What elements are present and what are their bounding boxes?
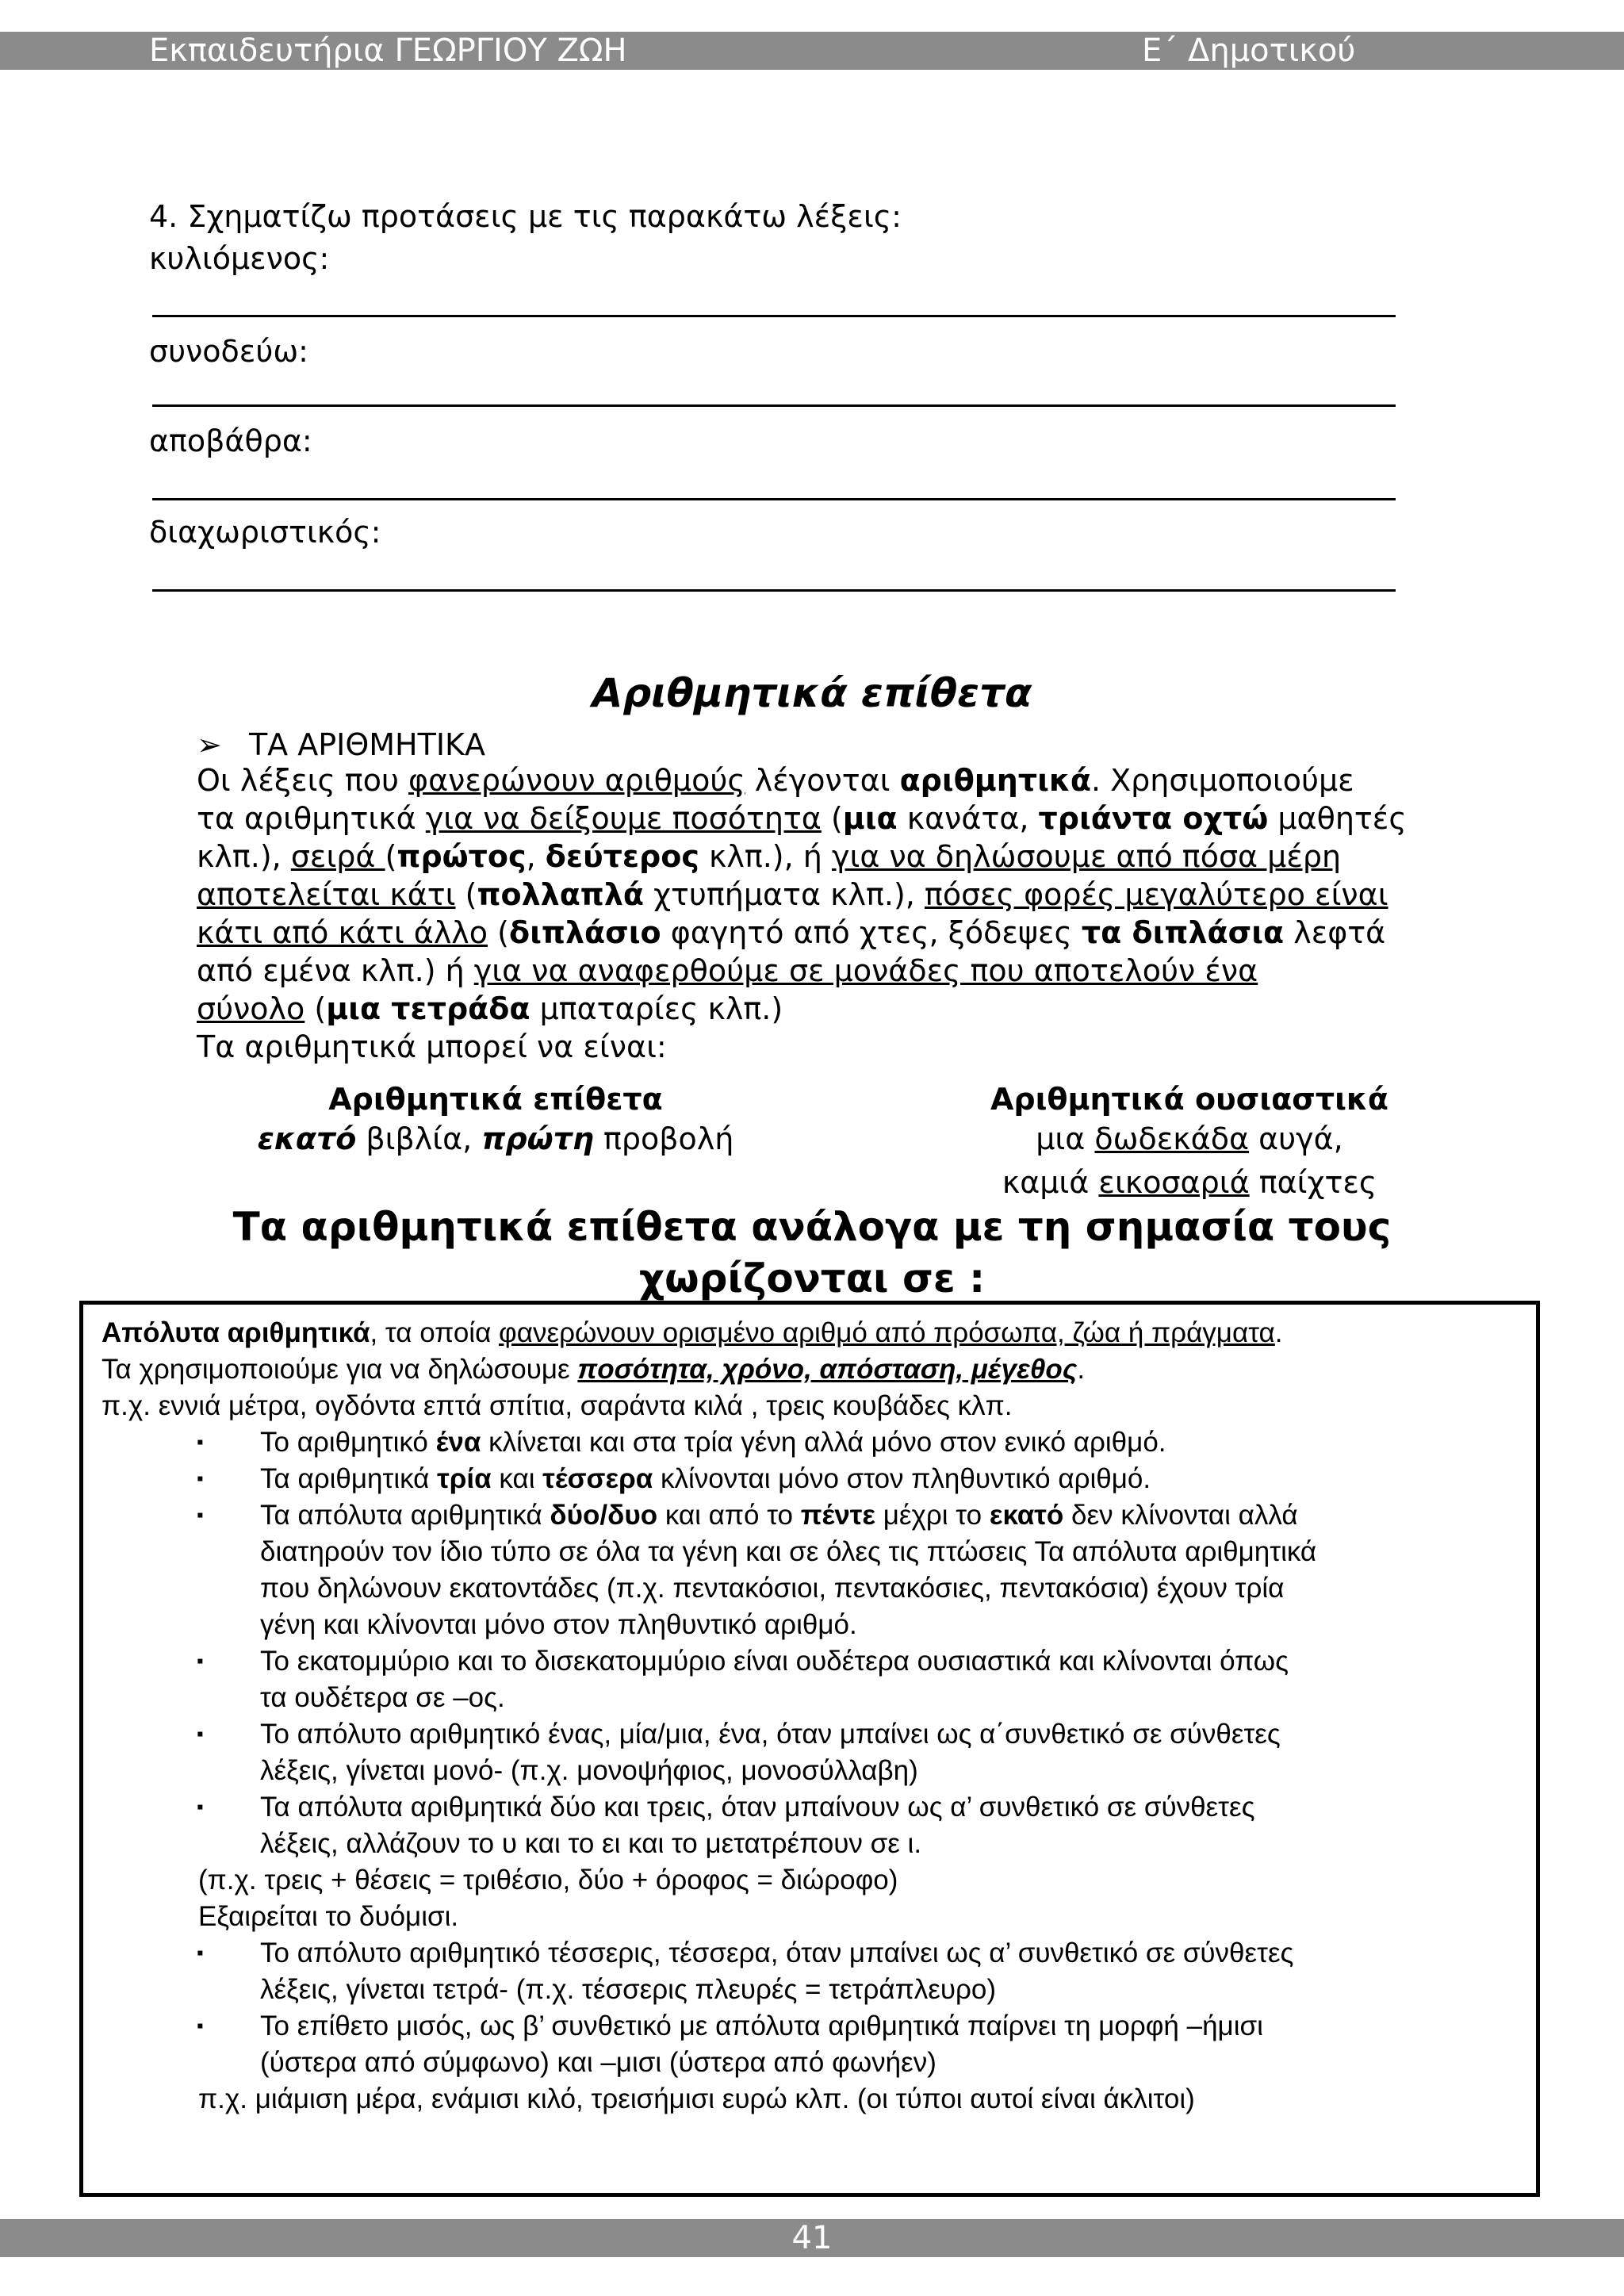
- text-run: κλπ.),: [197, 839, 291, 874]
- text-run: .: [1274, 1317, 1283, 1348]
- answer-line-4: [152, 589, 1396, 592]
- text-run: μια: [842, 801, 898, 836]
- bullet-text: [260, 1461, 1529, 1497]
- bullet-item: [102, 1643, 1529, 1716]
- text-line: [260, 1607, 1529, 1643]
- text-run: Το απόλυτο αριθμητικό τέσσερις, τέσσερα, όταν μπαίνει ως α’ συνθετικό σε σύνθετες: [260, 1938, 1294, 1968]
- square-bullet-icon: ▪: [197, 1432, 204, 1453]
- text-run: πέντε: [800, 1500, 876, 1531]
- box-bullets-a: [102, 1424, 1529, 1862]
- text-run: αποτελείται κάτι: [197, 877, 456, 912]
- section-title: Αριθμητικά επίθετα: [592, 670, 1032, 716]
- text-run: λέξεις, γίνεται μονό- (π.χ. μονοψήφιος, μονοσύλλαβη): [260, 1755, 918, 1786]
- square-bullet-icon: ▪: [197, 1504, 204, 1526]
- exercise-word-3: αποβάθρα:: [149, 424, 312, 458]
- exercise-word-4: διαχωριστικός:: [149, 515, 381, 550]
- bullet-item: [102, 1935, 1529, 2008]
- text-run: ποσότητα, χρόνο, απόσταση, μέγεθος: [577, 1354, 1078, 1385]
- square-bullet-icon: ▪: [197, 1650, 204, 1672]
- classification-heading-line1: Τα αριθμητικά επίθετα ανάλογα με τη σημασία τους: [232, 1204, 1392, 1250]
- text-run: δεύτερος: [545, 839, 699, 874]
- text-run: Το αριθμητικό: [260, 1427, 436, 1458]
- text-run: και από το: [657, 1500, 801, 1531]
- text-run: κλπ.), ή: [699, 839, 832, 874]
- box-middle-exception: Εξαιρείται το δυόμισι.: [198, 1901, 459, 1932]
- box-closing: π.χ. μιάμιση μέρα, ενάμισι κιλό, τρεισήμισι ευρώ κλπ. (οι τύποι αυτοί είναι άκλιτοι): [198, 2083, 1195, 2114]
- text-run: π.χ. εννιά μέτρα, ογδόντα επτά σπίτια, σαράντα κιλά , τρεις κουβάδες κλπ.: [102, 1390, 1013, 1421]
- text-line: [260, 1497, 1529, 1534]
- text-run: για να αναφερθούμε σε μονάδες που αποτελούν ένα: [473, 953, 1258, 988]
- header-grade: Ε΄ Δημοτικού: [1142, 33, 1356, 69]
- text-run: φανερώνουν αριθμούς: [408, 763, 745, 798]
- bullet-item: [102, 1497, 1529, 1643]
- text-run: αριθμητικά: [899, 763, 1091, 798]
- text-run: Τα απόλυτα αριθμητικά δύο και τρεις, όταν μπαίνουν ως α’ συνθετικό σε σύνθετες: [260, 1792, 1255, 1823]
- box-bullets-b: [102, 1935, 1529, 2081]
- answer-line-2: [152, 404, 1396, 407]
- text-run: τρία: [437, 1463, 492, 1494]
- text-run: σύνολο: [197, 991, 305, 1026]
- text-run: Οι λέξεις που: [197, 763, 409, 798]
- text-line: [260, 1643, 1529, 1680]
- page-number: 41: [791, 2220, 833, 2256]
- text-run: καμιά: [1002, 1165, 1099, 1200]
- text-run: (: [455, 877, 477, 912]
- text-run: διπλάσιο: [508, 915, 661, 950]
- text-run: Τα απόλυτα αριθμητικά: [260, 1500, 550, 1531]
- text-run: λέγονται: [745, 763, 900, 798]
- text-run: μαθητές: [1268, 801, 1407, 836]
- box-middle: [102, 1862, 1529, 1935]
- bullet-text: [260, 1789, 1529, 1862]
- text-line: [260, 1461, 1529, 1497]
- text-run: Το εκατομμύριο και το δισεκατομμύριο είναι ουδέτερα ουσιαστικά και κλίνονται όπως: [260, 1646, 1289, 1677]
- col-right-example-2: [936, 1163, 1443, 1202]
- text-run: Το απόλυτο αριθμητικό ένας, μία/μια, ένα, όταν μπαίνει ως α΄συνθετικό σε σύνθετες: [260, 1719, 1281, 1750]
- text-run: πολλαπλά: [477, 877, 645, 912]
- square-bullet-icon: ▪: [197, 1723, 204, 1745]
- square-bullet-icon: ▪: [197, 1468, 204, 1489]
- bullet-text: [260, 2008, 1529, 2081]
- answer-line-1: [152, 315, 1396, 317]
- text-run: τριάντα οχτώ: [1038, 801, 1269, 836]
- text-run: σειρά: [290, 839, 385, 874]
- text-run: που δηλώνουν εκατοντάδες (π.χ. πεντακόσιοι, πεντακόσιες, πεντακόσια) έχουν τρία: [260, 1573, 1285, 1604]
- text-run: φανερώνουν ορισμένο αριθμό από πρόσωπα, ζώα ή πράγματα: [499, 1317, 1275, 1348]
- text-run: χτυπήματα κλπ.),: [644, 877, 925, 912]
- rules-box-content: [102, 1315, 1529, 2118]
- square-bullet-icon: ▪: [197, 1796, 204, 1818]
- text-run: λέξεις, γίνεται τετρά- (π.χ. τέσσερις πλευρές = τετράπλευρο): [260, 1974, 997, 2005]
- text-run: ένα: [435, 1427, 481, 1458]
- bullet-item: [102, 1789, 1529, 1862]
- text-run: κανάτα,: [897, 801, 1039, 836]
- box-intro: [102, 1315, 1529, 1424]
- bullet-text: [260, 1643, 1529, 1716]
- exercise-word-1: κυλιόμενος:: [149, 241, 330, 276]
- text-run: , τα οποία: [370, 1317, 500, 1348]
- text-run: Απόλυτα αριθμητικά: [102, 1317, 370, 1348]
- text-run: . Χρησιμοποιούμε: [1090, 763, 1354, 798]
- text-run: (: [385, 839, 397, 874]
- page-footer-bar: [0, 2219, 1624, 2257]
- text-run: τα ουδέτερα σε –ος.: [260, 1682, 505, 1713]
- text-run: λεφτά: [1284, 915, 1386, 950]
- col-left-example: [159, 1120, 833, 1158]
- text-line: [102, 1388, 1529, 1424]
- bullet-item: [102, 1461, 1529, 1497]
- header-school-name: Εκπαιδευτήρια ΓΕΩΡΓΙΟΥ ΖΩΗ: [149, 33, 627, 69]
- text-run: παίχτες: [1249, 1165, 1377, 1200]
- text-run: (ύστερα από σύμφωνο) και –μισι (ύστερα από φωνήεν): [260, 2047, 936, 2078]
- text-run: προβολή: [593, 1121, 734, 1156]
- box-middle-example: (π.χ. τρεις + θέσεις = τριθέσιο, δύο + όροφος = διώροφο): [198, 1865, 898, 1895]
- text-line: [260, 1424, 1529, 1461]
- subsection-label: ΤΑ ΑΡΙΘΜΗΤΙΚΑ: [248, 727, 485, 762]
- text-line: [197, 1028, 1481, 1066]
- text-run: .: [1077, 1354, 1086, 1385]
- text-run: λέξεις, αλλάζουν το υ και το ει και το μετατρέπουν σε ι.: [260, 1828, 922, 1859]
- text-line: [197, 990, 1481, 1028]
- page-header-bar: [0, 32, 1624, 70]
- text-line: [102, 1315, 1529, 1351]
- text-run: δύο/δυο: [550, 1500, 658, 1531]
- text-run: για να δείξουμε ποσότητα: [425, 801, 822, 836]
- text-run: μια: [1036, 1121, 1095, 1156]
- bullet-item: [102, 1716, 1529, 1789]
- text-run: δεν κλίνονται αλλά: [1063, 1500, 1298, 1531]
- classification-heading-line2: χωρίζονται σε :: [638, 1255, 986, 1301]
- text-run: τέσσερα: [542, 1463, 653, 1494]
- text-run: (: [304, 991, 327, 1026]
- text-line: [260, 2008, 1529, 2045]
- text-run: Τα αριθμητικά μπορεί να είναι:: [197, 1029, 667, 1064]
- text-line: [260, 1935, 1529, 1972]
- text-line: [260, 1753, 1529, 1789]
- text-line: [260, 1789, 1529, 1826]
- text-run: ,: [526, 839, 546, 874]
- text-run: μια τετράδα: [326, 991, 530, 1026]
- bullet-item: [102, 2008, 1529, 2081]
- text-run: πρώτος: [396, 839, 527, 874]
- col-right-heading: Αριθμητικά ουσιαστικά: [990, 1082, 1388, 1117]
- text-line: [102, 1351, 1529, 1388]
- text-run: κλίνεται και στα τρία γένη αλλά μόνο στον ενικό αριθμό.: [481, 1427, 1166, 1458]
- text-run: Τα χρησιμοποιούμε για να δηλώσουμε: [102, 1354, 578, 1385]
- text-line: [260, 1680, 1529, 1716]
- text-run: εκατό: [257, 1121, 357, 1156]
- col-left-heading: Αριθμητικά επίθετα: [328, 1082, 663, 1117]
- text-line: [260, 1826, 1529, 1862]
- text-line: [260, 1570, 1529, 1607]
- text-run: κάτι από κάτι άλλο: [197, 915, 488, 950]
- text-run: αυγά,: [1249, 1121, 1343, 1156]
- bullet-item: [102, 1424, 1529, 1461]
- text-run: δωδεκάδα: [1094, 1121, 1250, 1156]
- text-line: [197, 876, 1481, 914]
- text-line: [197, 838, 1481, 876]
- bullet-text: [260, 1935, 1529, 2008]
- text-run: και: [491, 1463, 543, 1494]
- answer-line-3: [152, 498, 1396, 500]
- text-line: [260, 1534, 1529, 1570]
- text-run: για να δηλώσουμε από πόσα μέρη: [831, 839, 1342, 874]
- text-run: τα αριθμητικά: [197, 801, 426, 836]
- text-run: κλίνονται μόνο στον πληθυντικό αριθμό.: [653, 1463, 1151, 1494]
- text-run: φαγητό από χτες, ξόδεψες: [661, 915, 1082, 950]
- bullet-text: [260, 1497, 1529, 1643]
- square-bullet-icon: ▪: [197, 2015, 204, 2037]
- text-run: εικοσαριά: [1098, 1165, 1250, 1200]
- arrow-bullet-icon: ➢: [197, 727, 222, 762]
- text-run: τα διπλάσια: [1081, 915, 1285, 950]
- subsection-heading: [197, 726, 485, 764]
- text-run: γένη και κλίνονται μόνο στον πληθυντικό αριθμό.: [260, 1609, 857, 1640]
- text-run: πρώτη: [481, 1121, 594, 1156]
- text-run: πόσες φορές μεγαλύτερο είναι: [924, 877, 1388, 912]
- text-run: (: [821, 801, 843, 836]
- text-run: από εμένα κλπ.) ή: [197, 953, 474, 988]
- text-run: μέχρι το: [875, 1500, 990, 1531]
- bullet-text: [260, 1716, 1529, 1789]
- text-run: διατηρούν τον ίδιο τύπο σε όλα τα γένη και σε όλες τις πτώσεις Τα απόλυτα αριθμητικά: [260, 1536, 1317, 1567]
- text-run: Τα αριθμητικά: [260, 1463, 438, 1494]
- exercise-word-2: συνοδεύω:: [149, 334, 308, 369]
- text-run: βιβλία,: [356, 1121, 482, 1156]
- text-run: (: [488, 915, 509, 950]
- exercise-title: 4. Σχηματίζω προτάσεις με τις παρακάτω λέξεις:: [149, 199, 902, 234]
- bullet-text: [260, 1424, 1529, 1461]
- square-bullet-icon: ▪: [197, 1942, 204, 1964]
- text-run: εκατό: [989, 1500, 1064, 1531]
- text-line: [260, 2045, 1529, 2081]
- text-line: [197, 914, 1481, 952]
- text-line: [260, 1716, 1529, 1753]
- intro-paragraph: [197, 761, 1481, 1066]
- text-line: [197, 761, 1481, 799]
- text-run: μπαταρίες κλπ.): [530, 991, 783, 1026]
- col-right-example-1: [936, 1120, 1443, 1158]
- text-line: [197, 952, 1481, 990]
- text-line: [260, 1972, 1529, 2008]
- text-line: [197, 799, 1481, 838]
- text-run: Το επίθετο μισός, ως β’ συνθετικό με απόλυτα αριθμητικά παίρνει τη μορφή –ήμισι: [260, 2010, 1263, 2041]
